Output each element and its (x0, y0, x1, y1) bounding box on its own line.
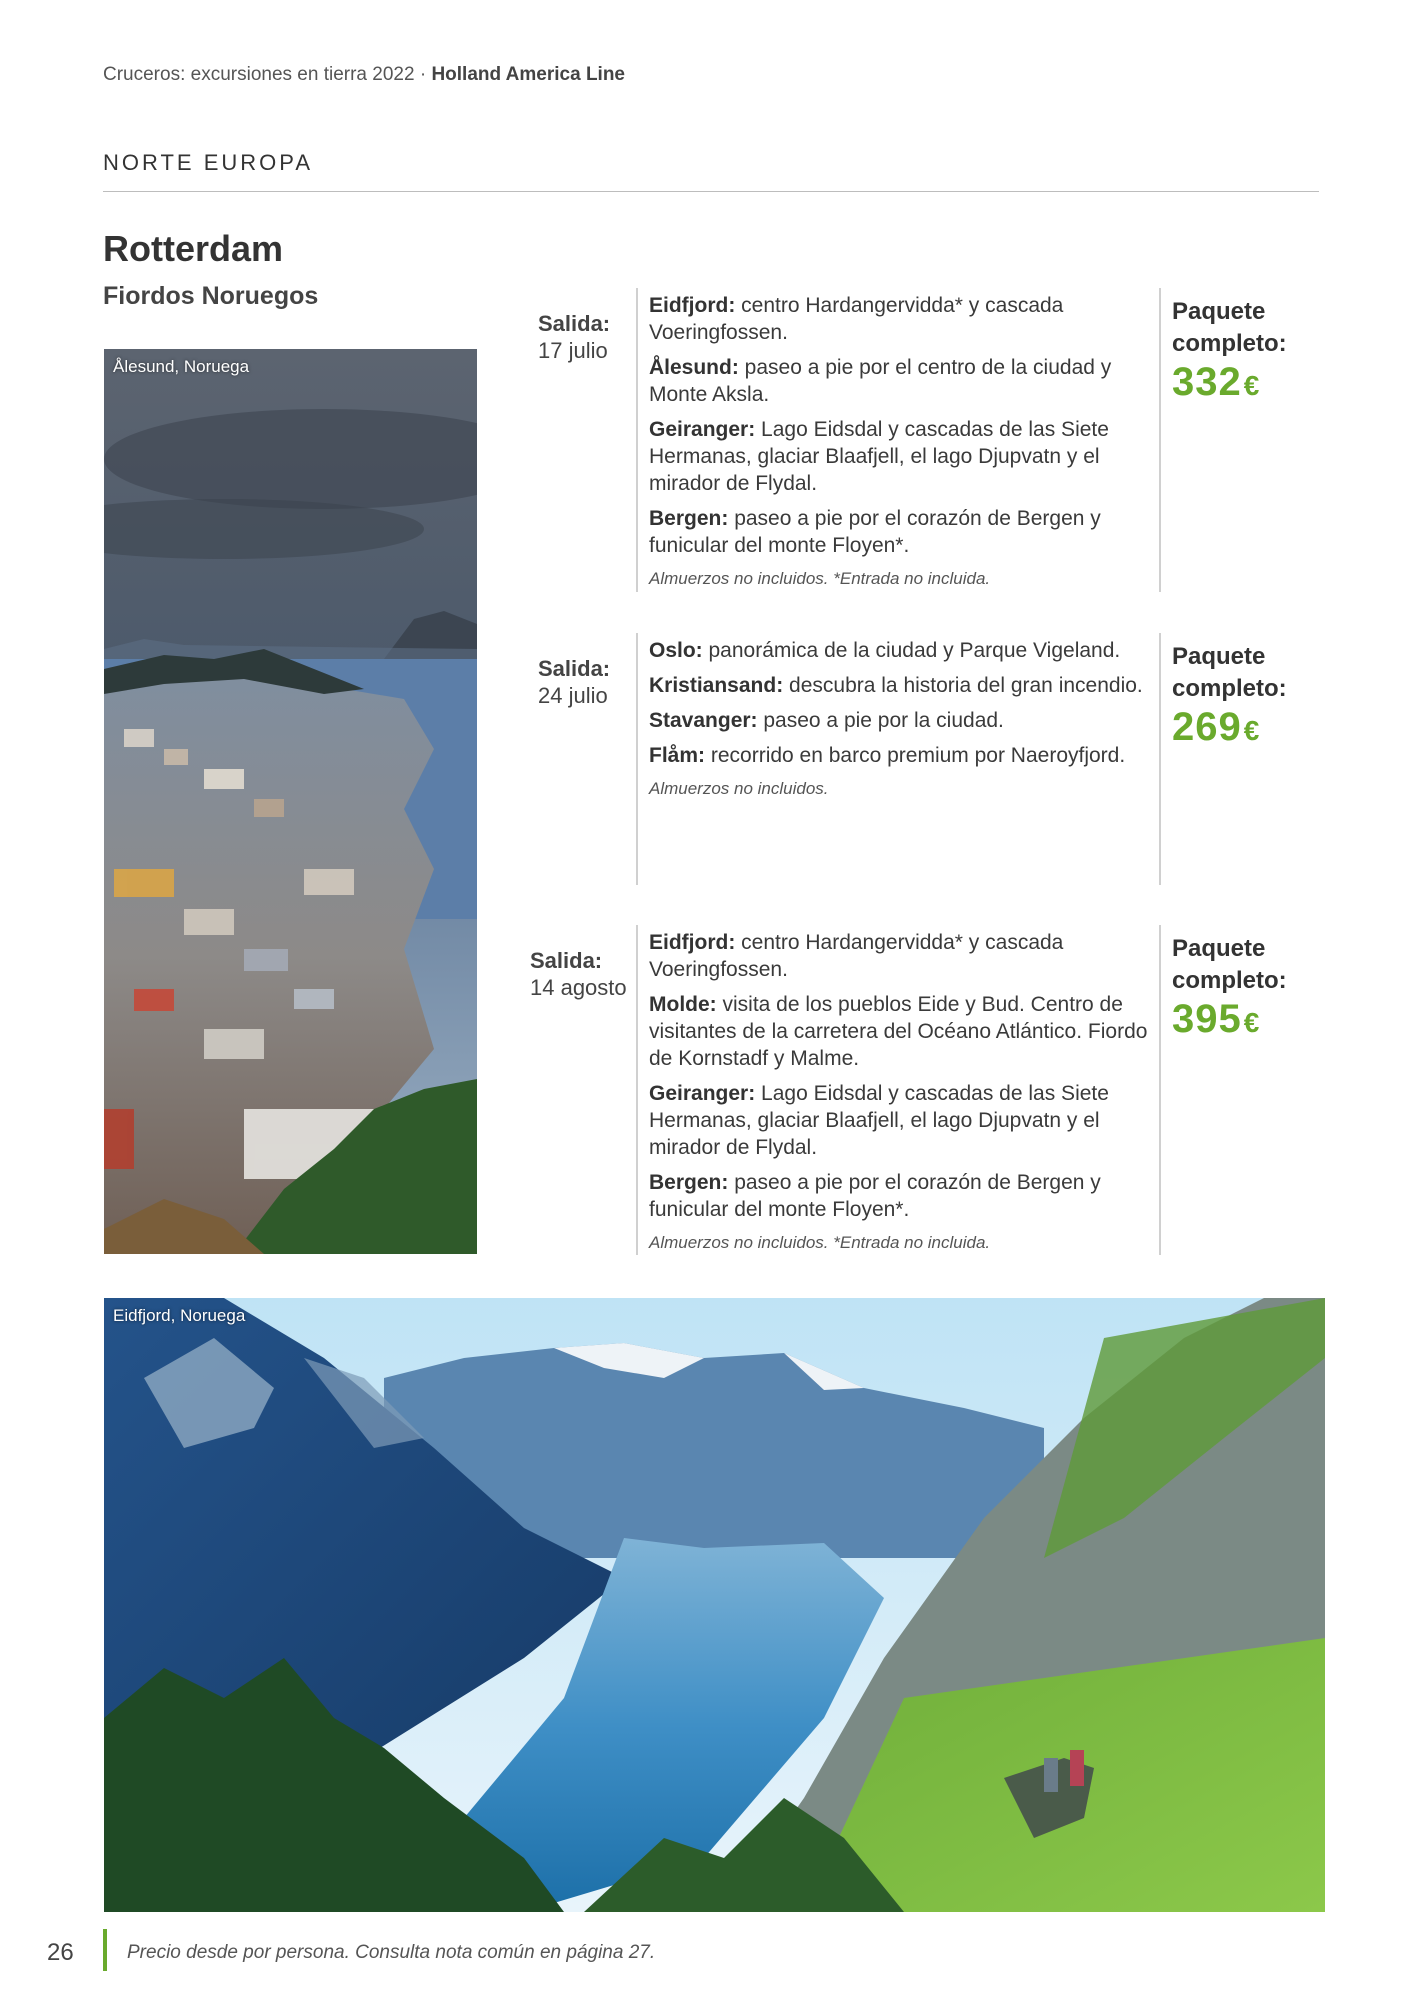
port-name: Eidfjord: (649, 294, 736, 317)
page-title: Rotterdam (103, 228, 284, 269)
excursion-list-3 (649, 929, 1157, 1256)
header-brand: Holland America Line (431, 64, 625, 85)
departure-date: 17 julio (538, 338, 608, 363)
departure-date-2 (538, 655, 610, 709)
departure-label: Salida: (530, 948, 603, 973)
excursion-item (649, 707, 1157, 734)
section-divider (103, 191, 1319, 192)
alesund-photo-image (104, 349, 477, 1254)
departure-date-1 (538, 310, 610, 364)
excursion-note: Almuerzos no incluidos. *Entrada no incluida. (649, 1233, 991, 1252)
package-label: completo: (1172, 330, 1287, 357)
excursion-desc: paseo a pie por el corazón de Bergen y funicular del monte Floyen*. (649, 507, 1101, 557)
port-name: Flåm: (649, 744, 706, 767)
price-value (1172, 997, 1287, 1045)
departure-date-3 (530, 947, 627, 1001)
port-name: Molde: (649, 993, 717, 1016)
section-heading: NORTE EUROPA (103, 150, 313, 175)
departure-date: 24 julio (538, 683, 608, 708)
excursion-item (649, 505, 1157, 559)
package-label: completo: (1172, 967, 1287, 994)
price-amount: 269 (1172, 705, 1242, 749)
eidfjord-caption: Eidfjord, Noruega (113, 1306, 246, 1325)
departure-label: Salida: (538, 311, 611, 336)
port-name: Oslo: (649, 639, 703, 662)
port-name: Eidfjord: (649, 931, 736, 954)
port-name: Bergen: (649, 507, 729, 530)
port-name: Stavanger: (649, 709, 758, 732)
price-currency: € (1243, 370, 1261, 401)
price-value (1172, 705, 1287, 753)
price-currency: € (1243, 715, 1261, 746)
excursion-item (649, 416, 1157, 497)
excursion-desc: visita de los pueblos Eide y Bud. Centro de visitantes de la carretera del Océano Atlántico. Fiordo de Kornstadf y Malme. (649, 993, 1148, 1070)
package-label: Paquete (1172, 643, 1266, 670)
divider (1159, 288, 1161, 592)
excursion-desc: centro Hardangervidda* y cascada Voeringfossen. (649, 294, 1064, 344)
excursion-item (649, 672, 1157, 699)
package-label: Paquete (1172, 298, 1266, 325)
divider (1159, 633, 1161, 885)
excursion-item (649, 354, 1157, 408)
package-label: Paquete (1172, 935, 1266, 962)
port-name: Kristiansand: (649, 674, 784, 697)
excursion-desc: recorrido en barco premium por Naeroyfjord. (705, 744, 1126, 767)
package-price-2 (1172, 641, 1287, 753)
eidfjord-photo-image (104, 1298, 1325, 1912)
port-name: Geiranger: (649, 1082, 756, 1105)
departure-label: Salida: (538, 656, 611, 681)
excursion-desc: Lago Eidsdal y cascadas de las Siete Hermanas, glaciar Blaafjell, el lago Djupvatn y el mirador de Flydal. (649, 1082, 1109, 1159)
price-value (1172, 360, 1287, 408)
alesund-photo (104, 349, 477, 1254)
excursion-item (649, 991, 1157, 1072)
page-number: 26 (47, 1939, 74, 1966)
package-price-1 (1172, 296, 1287, 408)
excursion-desc: paseo a pie por el corazón de Bergen y funicular del monte Floyen*. (649, 1171, 1101, 1221)
excursion-desc: paseo a pie por el centro de la ciudad y Monte Aksla. (649, 356, 1112, 406)
excursion-desc: Lago Eidsdal y cascadas de las Siete Hermanas, glaciar Blaafjell, el lago Djupvatn y el mirador de Flydal. (649, 418, 1109, 495)
running-header (103, 64, 625, 86)
divider (636, 925, 638, 1255)
divider (636, 288, 638, 592)
excursion-desc: descubra la historia del gran incendio. (783, 674, 1143, 697)
excursion-item (649, 637, 1157, 664)
price-amount: 395 (1172, 997, 1242, 1041)
price-currency: € (1243, 1007, 1261, 1038)
port-name: Bergen: (649, 1171, 729, 1194)
footer-accent-bar (103, 1929, 107, 1971)
footer-note: Precio desde por persona. Consulta nota común en página 27. (127, 1942, 656, 1963)
excursion-desc: paseo a pie por la ciudad. (757, 709, 1004, 732)
price-amount: 332 (1172, 360, 1242, 404)
departure-date: 14 agosto (530, 975, 627, 1000)
excursion-desc: panorámica de la ciudad y Parque Vigeland. (702, 639, 1121, 662)
excursion-list-2 (649, 637, 1157, 802)
divider (636, 633, 638, 885)
alesund-caption: Ålesund, Noruega (113, 357, 250, 376)
excursion-item (649, 1080, 1157, 1161)
excursion-note: Almuerzos no incluidos. *Entrada no incluida. (649, 569, 991, 588)
page-subtitle: Fiordos Noruegos (103, 282, 319, 310)
excursion-item (649, 292, 1157, 346)
package-price-3 (1172, 933, 1287, 1045)
excursion-item (649, 742, 1157, 769)
excursion-item (649, 1169, 1157, 1223)
divider (1159, 925, 1161, 1255)
excursion-desc: centro Hardangervidda* y cascada Voeringfossen. (649, 931, 1064, 981)
excursion-note: Almuerzos no incluidos. (649, 779, 829, 798)
header-text: Cruceros: excursiones en tierra 2022 · (103, 64, 432, 85)
excursion-item (649, 929, 1157, 983)
eidfjord-photo (104, 1298, 1325, 1912)
port-name: Ålesund: (649, 356, 739, 379)
package-label: completo: (1172, 675, 1287, 702)
port-name: Geiranger: (649, 418, 756, 441)
excursion-list-1 (649, 292, 1157, 592)
